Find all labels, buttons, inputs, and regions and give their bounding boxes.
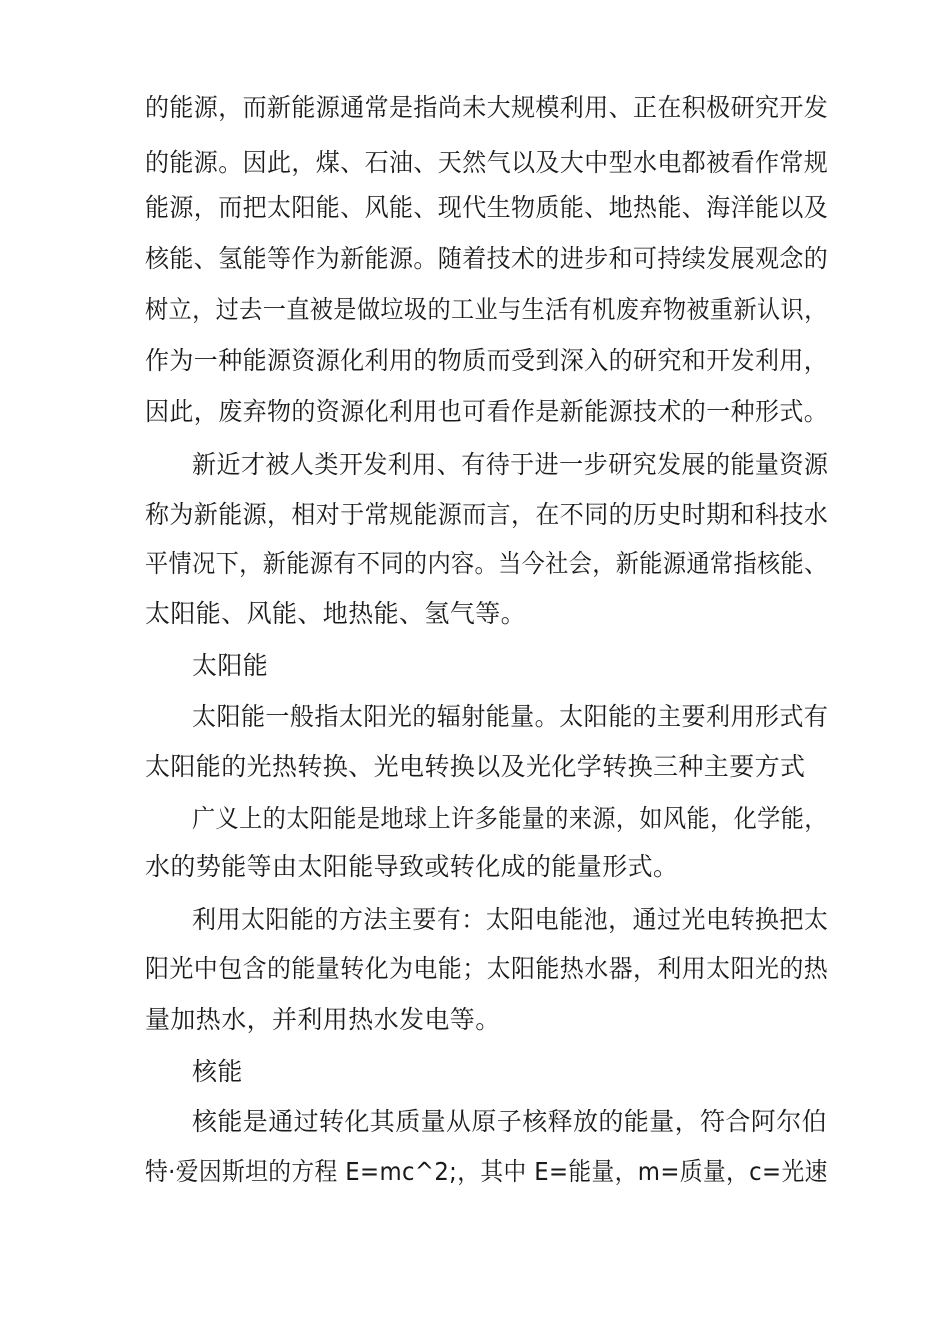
paragraph-line: 的能源。因此，煤、石油、天然气以及大中型水电都被看作常规 (145, 148, 829, 177)
paragraph-line: 阳光中包含的能量转化为电能；太阳能热水器，利用太阳光的热 (145, 954, 829, 983)
paragraph-line: 核能是通过转化其质量从原子核释放的能量，符合阿尔伯 (192, 1107, 828, 1136)
paragraph-line: 称为新能源，相对于常规能源而言，在不同的历史时期和科技水 (145, 500, 829, 529)
paragraph-line: 树立，过去一直被是做垃圾的工业与生活有机废弃物被重新认识， (145, 295, 828, 324)
paragraph-line: 核能、氢能等作为新能源。随着技术的进步和可持续发展观念的 (145, 244, 829, 273)
paragraph-line: 利用太阳能的方法主要有：太阳电能池，通过光电转换把太 (192, 905, 829, 934)
paragraph-line: 太阳能的光热转换、光电转换以及光化学转换三种主要方式 (145, 752, 806, 781)
paragraph-line: 水的势能等由太阳能导致或转化成的能量形式。 (145, 852, 679, 881)
paragraph-line: 能源，而把太阳能、风能、现代生物质能、地热能、海洋能以及 (145, 193, 829, 222)
paragraph-line: 广义上的太阳能是地球上许多能量的来源，如风能，化学能， (192, 804, 828, 833)
paragraph-line: 作为一种能源资源化利用的物质而受到深入的研究和开发利用， (145, 346, 829, 375)
paragraph-line: 平情况下，新能源有不同的内容。当今社会，新能源通常指核能、 (145, 549, 828, 578)
paragraph-line: 量加热水，并利用热水发电等。 (145, 1005, 501, 1034)
paragraph-line: 特·爱因斯坦的方程 E=mc^2;，其中 E=能量，m=质量，c=光速 (145, 1157, 828, 1186)
section-heading-solar: 太阳能 (192, 651, 269, 680)
paragraph-line: 因此，废弃物的资源化利用也可看作是新能源技术的一种形式。 (145, 397, 829, 426)
paragraph-line: 太阳能一般指太阳光的辐射能量。太阳能的主要利用形式有 (192, 702, 829, 731)
paragraph-line: 新近才被人类开发利用、有待于进一步研究发展的能量资源 (192, 450, 829, 479)
paragraph-line: 太阳能、风能、地热能、氢气等。 (145, 599, 527, 628)
section-heading-nuclear: 核能 (192, 1057, 243, 1086)
paragraph-line: 的能源，而新能源通常是指尚未大规模利用、正在积极研究开发 (145, 93, 829, 122)
